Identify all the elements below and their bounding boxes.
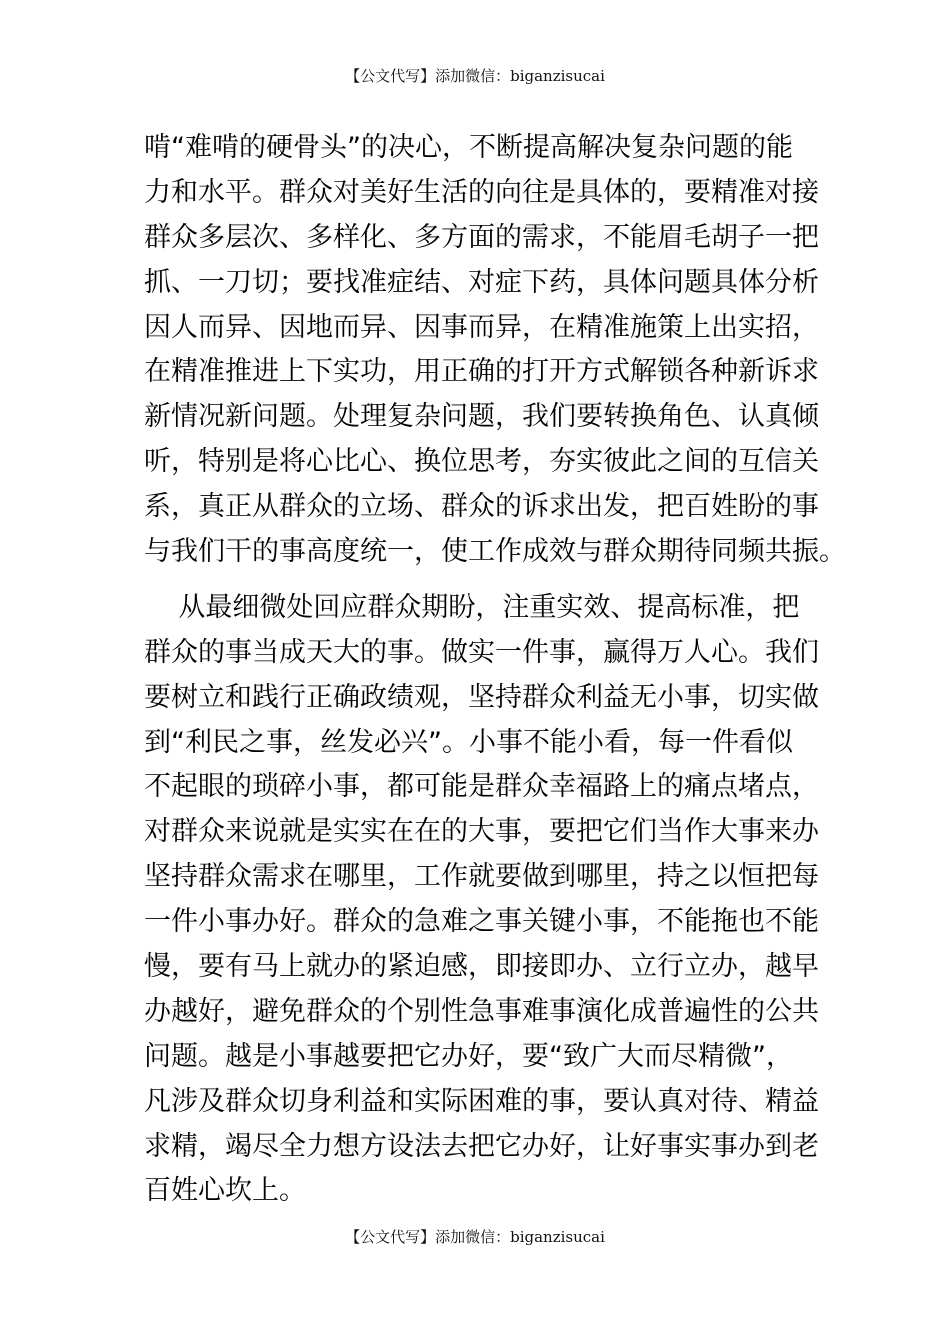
text-line: 与我们干的事高度统一，使工作成效与群众期待同频共振。 (144, 536, 846, 568)
text-line: 慢，要有马上就办的紧迫感，即接即办、立行立办，越早 (144, 951, 819, 983)
paragraph (144, 126, 846, 575)
text-line: 一件小事办好。群众的急难之事关键小事，不能拖也不能 (144, 906, 819, 938)
text-line: 力和水平。群众对美好生活的向往是具体的，要精准对接 (144, 176, 819, 208)
text-line: 新情况新问题。处理复杂问题，我们要转换角色、认真倾 (144, 401, 819, 433)
text-line: 群众的事当成天大的事。做实一件事，赢得万人心。我们 (144, 636, 819, 668)
text-line: 到“利民之事，丝发必兴”。小事不能小看，每一件看似 (144, 726, 793, 758)
document-body (144, 126, 846, 1214)
text-line: 对群众来说就是实实在在的大事，要把它们当作大事来办 (144, 816, 819, 848)
text-line: 凡涉及群众切身利益和实际困难的事，要认真对待、精益 (144, 1085, 819, 1117)
text-line: 听，特别是将心比心、换位思考，夯实彼此之间的互信关 (144, 446, 819, 478)
text-line: 系，真正从群众的立场、群众的诉求出发，把百姓盼的事 (144, 491, 819, 523)
text-line: 抓、一刀切；要找准症结、对症下药，具体问题具体分析 (144, 266, 819, 298)
page-footer-watermark: 【公文代写】添加微信：biganzisucai (345, 1228, 605, 1246)
text-line: 从最细微处回应群众期盼，注重实效、提高标准，把 (144, 591, 800, 623)
text-line: 要树立和践行正确政绩观，坚持群众利益无小事，切实做 (144, 681, 819, 713)
text-line: 因人而异、因地而异、因事而异，在精准施策上出实招， (144, 311, 819, 343)
text-line: 不起眼的琐碎小事，都可能是群众幸福路上的痛点堵点， (144, 771, 819, 803)
text-line: 群众多层次、多样化、多方面的需求，不能眉毛胡子一把 (144, 221, 819, 253)
paragraph (144, 586, 819, 1214)
text-line: 坚持群众需求在哪里，工作就要做到哪里，持之以恒把每 (144, 861, 819, 893)
text-line: 问题。越是小事越要把它办好，要“致广大而尽精微”， (144, 1040, 793, 1072)
text-line: 办越好，避免群众的个别性急事难事演化成普遍性的公共 (144, 995, 819, 1027)
text-line: 在精准推进上下实功，用正确的打开方式解锁各种新诉求 (144, 356, 819, 388)
paragraph-spacer (144, 575, 806, 586)
text-line: 啃“难啃的硬骨头”的决心，不断提高解决复杂问题的能 (144, 132, 793, 163)
page-header-watermark: 【公文代写】添加微信：biganzisucai (345, 67, 605, 85)
text-line: 百姓心坎上。 (144, 1175, 306, 1207)
text-line: 求精，竭尽全力想方设法去把它办好，让好事实事办到老 (144, 1130, 819, 1162)
